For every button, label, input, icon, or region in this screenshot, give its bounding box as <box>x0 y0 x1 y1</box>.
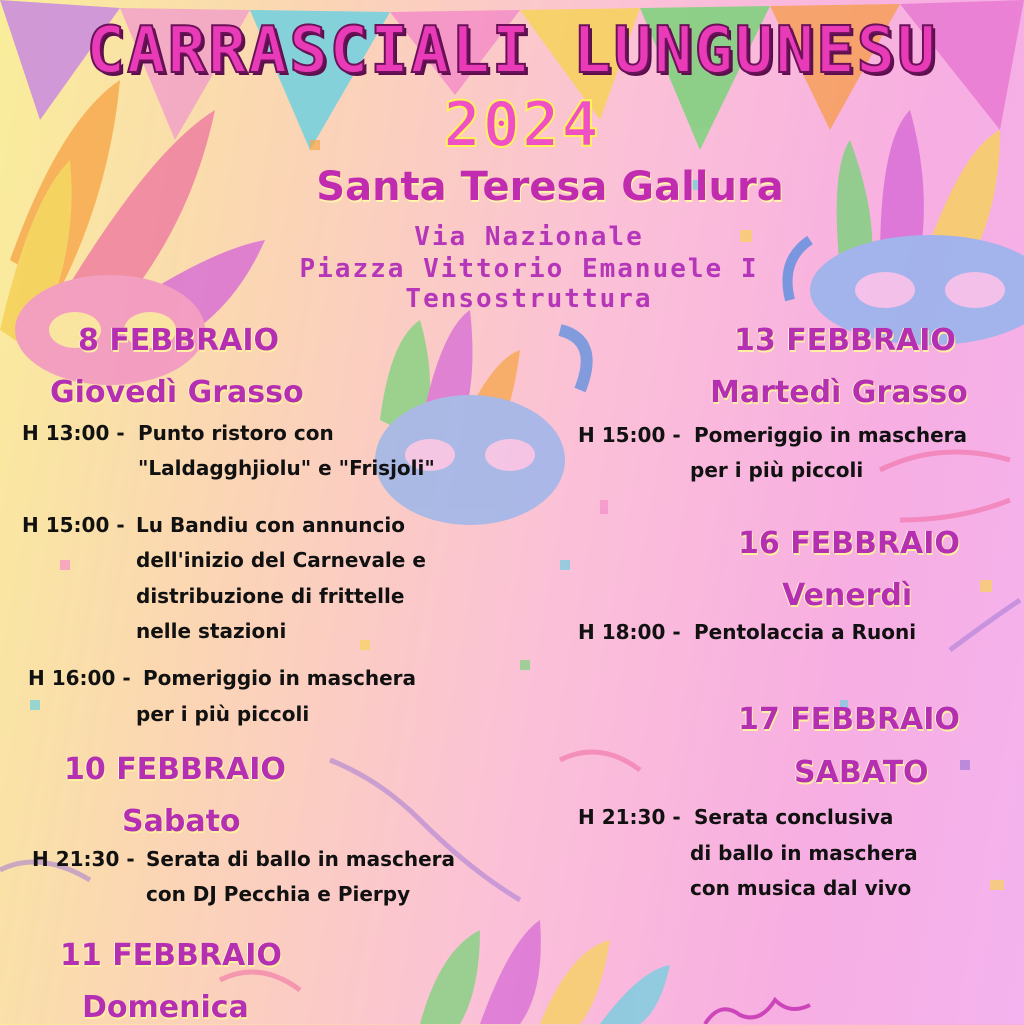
schedule-day: SABATO <box>794 755 929 790</box>
event-description: Punto ristoro con <box>138 416 334 451</box>
location-line: Via Nazionale <box>0 222 1024 252</box>
event-time: H 16:00 - <box>28 661 131 696</box>
center-mask-icon <box>375 310 587 525</box>
schedule-date: 11 FEBBRAIO <box>60 938 282 973</box>
event-description: "Laldagghjiolu" e "Frisjoli" <box>138 451 435 486</box>
event-description: Lu Bandiu con annuncio <box>136 508 405 543</box>
location-line: Piazza Vittorio Emanuele I <box>0 254 1024 284</box>
event-city: Santa Teresa Gallura <box>0 164 1024 210</box>
event-description: Pomeriggio in maschera <box>143 661 416 696</box>
event-time: H 13:00 - <box>22 416 125 451</box>
event-time: H 21:30 - <box>32 842 135 877</box>
event-time: H 21:30 - <box>578 800 681 835</box>
schedule-day: Martedì Grasso <box>710 375 968 410</box>
event-description: nelle stazioni <box>136 614 286 649</box>
event-time: H 15:00 - <box>578 418 681 453</box>
event-time: H 18:00 - <box>578 615 681 650</box>
bottom-feathers-icon <box>420 920 670 1024</box>
schedule-date: 17 FEBBRAIO <box>738 702 960 737</box>
event-description: Serata di ballo in maschera <box>146 842 455 877</box>
schedule-date: 10 FEBBRAIO <box>64 752 286 787</box>
location-line: Tensostruttura <box>0 284 1024 314</box>
schedule-day: Domenica <box>82 990 249 1025</box>
event-description: Serata conclusiva <box>694 800 893 835</box>
event-description: dell'inizio del Carnevale e <box>136 543 426 578</box>
schedule-day: Giovedì Grasso <box>50 375 304 410</box>
schedule-day: Sabato <box>122 804 241 839</box>
event-description: per i più piccoli <box>690 453 863 488</box>
schedule-day: Venerdì <box>782 578 912 613</box>
event-year: 2024 <box>0 88 1024 161</box>
event-description: di ballo in maschera <box>690 836 918 871</box>
event-description: Pomeriggio in maschera <box>694 418 967 453</box>
event-time: H 15:00 - <box>22 508 125 543</box>
page-title: CARRASCIALI LUNGUNESU <box>0 14 1024 88</box>
schedule-date: 8 FEBBRAIO <box>78 323 279 358</box>
event-description: con musica dal vivo <box>690 871 911 906</box>
schedule-date: 16 FEBBRAIO <box>738 526 960 561</box>
signature-scribble-icon <box>705 1000 810 1024</box>
event-description: Pentolaccia a Ruoni <box>694 615 916 650</box>
schedule-date: 13 FEBBRAIO <box>734 323 956 358</box>
event-description: distribuzione di frittelle <box>136 579 404 614</box>
event-description: con DJ Pecchia e Pierpy <box>146 877 410 912</box>
event-description: per i più piccoli <box>136 697 309 732</box>
